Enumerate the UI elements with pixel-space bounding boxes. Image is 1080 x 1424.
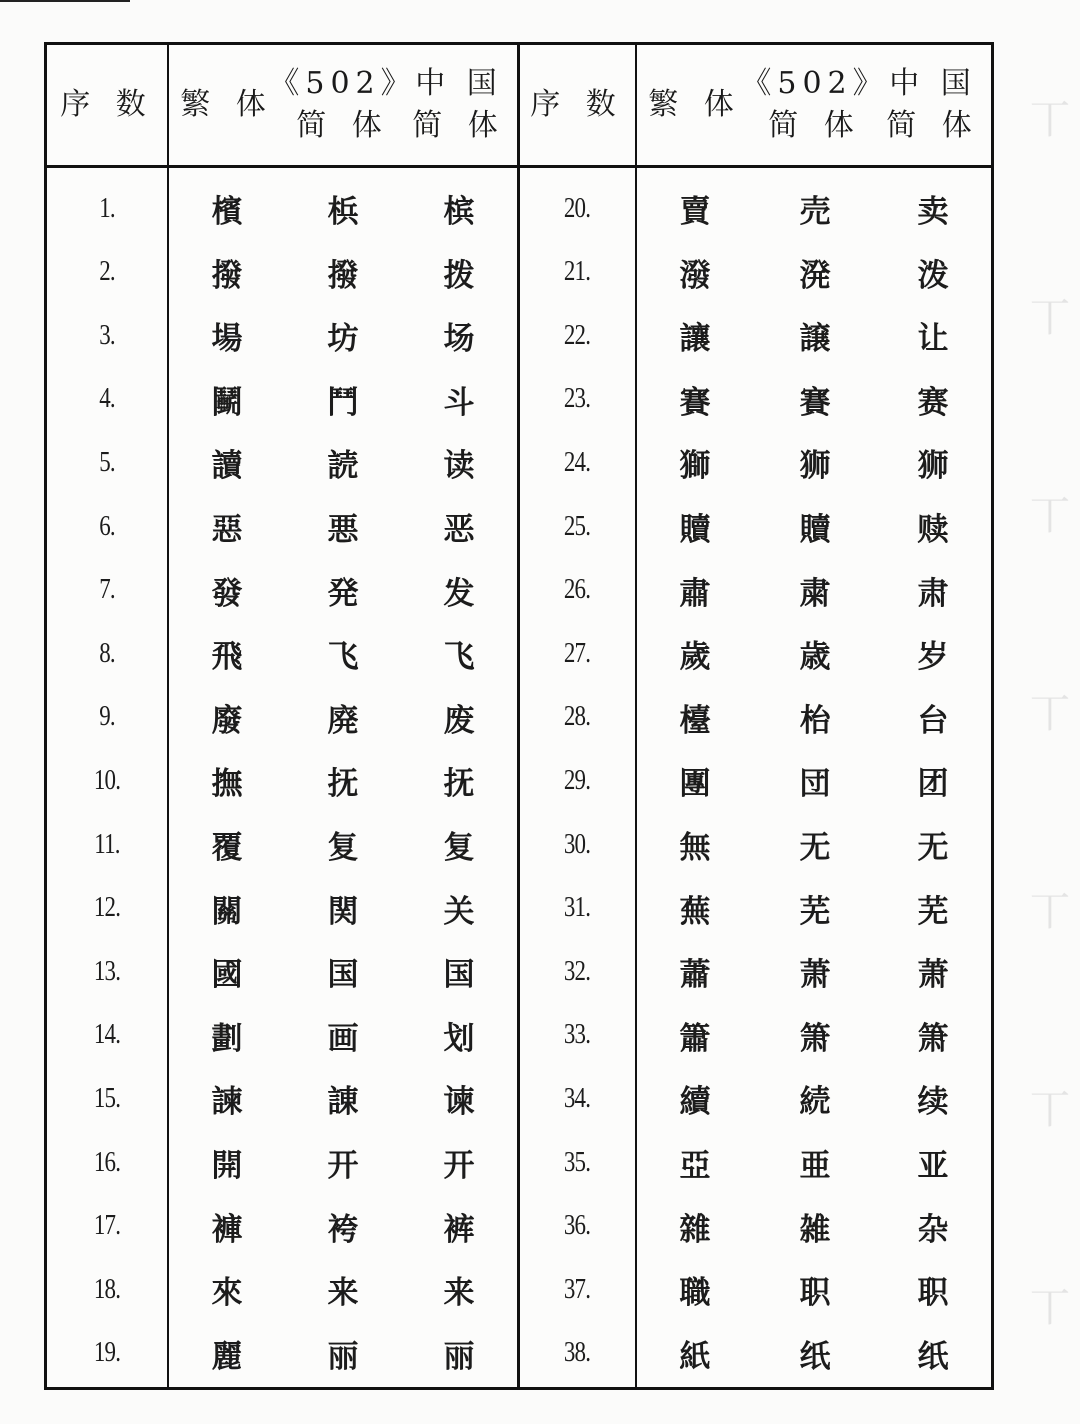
traditional-char-cell: 來 — [211, 1275, 243, 1312]
chinese-simplified-char-cell: 发 — [443, 575, 475, 612]
traditional-char-cell: 撫 — [211, 766, 243, 803]
seq-cell: 18. — [93, 1273, 121, 1305]
chinese-simplified-char-cell: 槟 — [443, 194, 475, 230]
seq-cell: 12. — [93, 892, 121, 924]
watermark-glyph: 丅 — [1030, 691, 1070, 737]
traditional-char-cell: 關 — [211, 893, 243, 930]
seq-cell: 14. — [93, 1019, 121, 1051]
chinese-simplified-char-cell: 赎 — [917, 512, 949, 548]
japanese-502-char-cell: 枱 — [799, 702, 831, 739]
table-row — [47, 622, 991, 685]
japanese-502-char-cell: 袴 — [327, 1211, 359, 1248]
traditional-char-cell: 飛 — [211, 639, 243, 676]
traditional-char-cell: 讓 — [679, 321, 711, 358]
japanese-502-char-cell: 関 — [327, 893, 359, 930]
japanese-502-char-cell: 抚 — [327, 766, 359, 803]
chinese-simplified-char-cell: 废 — [443, 702, 475, 739]
chinese-simplified-char-cell: 赛 — [917, 384, 949, 421]
chinese-simplified-char-cell: 关 — [443, 893, 475, 930]
table-row — [47, 1131, 991, 1194]
seq-cell: 21. — [563, 256, 591, 288]
table-row — [47, 940, 991, 1003]
seq-cell: 36. — [563, 1210, 591, 1242]
chinese-simplified-char-cell: 读 — [443, 448, 475, 485]
traditional-char-cell: 雜 — [679, 1211, 711, 1248]
japanese-502-char-cell: 発 — [327, 575, 359, 612]
watermark-glyph: 丅 — [1030, 889, 1070, 935]
chinese-simplified-char-cell: 丽 — [443, 1338, 475, 1375]
header-cn-left — [401, 45, 517, 165]
table-row — [47, 177, 991, 240]
japanese-502-char-cell: 歳 — [799, 639, 831, 676]
traditional-char-cell: 諫 — [211, 1084, 243, 1121]
seq-cell: 31. — [563, 892, 591, 924]
chinese-simplified-char-cell: 箫 — [917, 1020, 949, 1057]
seq-cell: 2. — [99, 256, 115, 288]
chinese-simplified-char-cell: 恶 — [443, 512, 475, 548]
header-502-line1: 《502》 — [741, 66, 889, 101]
header-cn-line2: 简 体 — [412, 108, 506, 143]
traditional-char-cell: 贖 — [679, 512, 711, 548]
japanese-502-char-cell: 撥 — [327, 257, 359, 294]
traditional-char-cell: 撥 — [211, 257, 243, 294]
seq-cell: 1. — [99, 192, 115, 224]
seq-cell: 22. — [563, 319, 591, 351]
seq-cell: 13. — [93, 955, 121, 987]
chinese-simplified-char-cell: 卖 — [917, 194, 949, 230]
japanese-502-char-cell: 画 — [327, 1020, 359, 1057]
japanese-502-char-cell: 売 — [799, 194, 831, 230]
header-502-line1: 《502》 — [269, 66, 417, 101]
chinese-simplified-char-cell: 让 — [917, 321, 949, 358]
traditional-char-cell: 發 — [211, 575, 243, 612]
seq-cell: 7. — [99, 574, 115, 606]
seq-cell: 8. — [99, 637, 115, 669]
chinese-simplified-char-cell: 台 — [917, 702, 949, 739]
watermark-glyph: 丅 — [1030, 493, 1070, 539]
header-trad-left — [169, 45, 285, 165]
japanese-502-char-cell: 鬥 — [327, 384, 359, 421]
chinese-simplified-char-cell: 岁 — [917, 639, 949, 676]
table-row — [47, 304, 991, 367]
chinese-simplified-char-cell: 国 — [443, 957, 475, 994]
chinese-simplified-char-cell: 团 — [917, 766, 949, 803]
traditional-char-cell: 劃 — [211, 1020, 243, 1057]
seq-cell: 27. — [563, 637, 591, 669]
header-502-line2: 简 体 — [768, 108, 862, 143]
chinese-simplified-char-cell: 开 — [443, 1148, 475, 1184]
japanese-502-char-cell: 狮 — [799, 448, 831, 485]
traditional-char-cell: 覆 — [211, 830, 243, 866]
table-row — [47, 1195, 991, 1258]
header-cn-line1: 中 国 — [415, 66, 503, 101]
japanese-502-char-cell: 职 — [799, 1275, 831, 1312]
table-row — [47, 559, 991, 622]
seq-cell: 29. — [563, 764, 591, 796]
japanese-502-char-cell: 萧 — [799, 957, 831, 994]
traditional-char-cell: 潑 — [679, 257, 711, 294]
header-cn-line1: 中 国 — [889, 66, 977, 101]
traditional-char-cell: 檳 — [211, 194, 243, 230]
traditional-char-cell: 蕪 — [679, 893, 711, 930]
traditional-char-cell: 蕭 — [679, 957, 711, 994]
seq-cell: 15. — [93, 1082, 121, 1114]
seq-cell: 28. — [563, 701, 591, 733]
traditional-char-cell: 獅 — [679, 448, 711, 485]
traditional-char-cell: 肅 — [679, 575, 711, 612]
table-row — [47, 749, 991, 812]
japanese-502-char-cell: 雑 — [799, 1211, 831, 1248]
table-row — [47, 686, 991, 749]
traditional-char-cell: 鬭 — [211, 384, 243, 421]
header-502-left — [269, 45, 417, 165]
japanese-502-char-cell: 譲 — [799, 321, 831, 358]
traditional-char-cell: 簫 — [679, 1020, 711, 1057]
seq-cell: 3. — [99, 319, 115, 351]
traditional-char-cell: 無 — [679, 830, 711, 866]
traditional-char-cell: 開 — [211, 1148, 243, 1184]
chinese-simplified-char-cell: 场 — [443, 321, 475, 358]
seq-cell: 17. — [93, 1210, 121, 1242]
chinese-simplified-char-cell: 杂 — [917, 1211, 949, 1248]
header-divider — [47, 165, 991, 168]
traditional-char-cell: 續 — [679, 1084, 711, 1121]
japanese-502-char-cell: 粛 — [799, 575, 831, 612]
watermark-glyph: 丅 — [1030, 1087, 1070, 1133]
table-row — [47, 368, 991, 431]
japanese-502-char-cell: 贖 — [799, 512, 831, 548]
watermark-glyph: 丅 — [1030, 1285, 1070, 1331]
table-row — [47, 1004, 991, 1067]
chinese-simplified-char-cell: 职 — [917, 1275, 949, 1312]
seq-cell: 34. — [563, 1082, 591, 1114]
japanese-502-char-cell: 飞 — [327, 639, 359, 676]
table-row — [47, 431, 991, 494]
seq-cell: 26. — [563, 574, 591, 606]
japanese-502-char-cell: 芜 — [799, 893, 831, 930]
seq-cell: 25. — [563, 510, 591, 542]
seq-cell: 24. — [563, 446, 591, 478]
traditional-char-cell: 職 — [679, 1275, 711, 1312]
header-seq-left — [47, 45, 167, 165]
japanese-502-char-cell: 悪 — [327, 512, 359, 548]
japanese-502-char-cell: 无 — [799, 830, 831, 866]
header-seq-right — [519, 45, 635, 165]
traditional-char-cell: 廢 — [211, 702, 243, 739]
header-trad-right — [637, 45, 753, 165]
chinese-simplified-char-cell: 狮 — [917, 448, 949, 485]
seq-cell: 16. — [93, 1146, 121, 1178]
chinese-simplified-char-cell: 纸 — [917, 1338, 949, 1375]
seq-cell: 23. — [563, 383, 591, 415]
header-502-right — [741, 45, 889, 165]
japanese-502-char-cell: 亜 — [799, 1148, 831, 1184]
traditional-char-cell: 麗 — [211, 1338, 243, 1375]
seq-cell: 35. — [563, 1146, 591, 1178]
header-seq-label: 序 数 — [530, 87, 624, 122]
chinese-simplified-char-cell: 裤 — [443, 1211, 475, 1248]
japanese-502-char-cell: 开 — [327, 1148, 359, 1184]
japanese-502-char-cell: 溌 — [799, 257, 831, 294]
traditional-char-cell: 團 — [679, 766, 711, 803]
traditional-char-cell: 國 — [211, 957, 243, 994]
japanese-502-char-cell: 団 — [799, 766, 831, 803]
japanese-502-char-cell: 丽 — [327, 1338, 359, 1375]
chinese-simplified-char-cell: 肃 — [917, 575, 949, 612]
chinese-simplified-char-cell: 萧 — [917, 957, 949, 994]
seq-cell: 19. — [93, 1337, 121, 1369]
japanese-502-char-cell: 箫 — [799, 1020, 831, 1057]
table-row — [47, 1322, 991, 1385]
seq-cell: 10. — [93, 764, 121, 796]
traditional-char-cell: 亞 — [679, 1148, 711, 1184]
watermark-glyph: 丅 — [1030, 295, 1070, 341]
traditional-char-cell: 場 — [211, 321, 243, 358]
traditional-char-cell: 褲 — [211, 1211, 243, 1248]
japanese-502-char-cell: 廃 — [327, 702, 359, 739]
table-row — [47, 495, 991, 558]
header-seq-label: 序 数 — [60, 87, 154, 122]
chinese-simplified-char-cell: 芜 — [917, 893, 949, 930]
chinese-simplified-char-cell: 来 — [443, 1275, 475, 1312]
seq-cell: 4. — [99, 383, 115, 415]
header-trad-label: 繁 体 — [180, 87, 274, 122]
seq-cell: 11. — [94, 828, 120, 860]
japanese-502-char-cell: 纸 — [799, 1338, 831, 1375]
chinese-simplified-char-cell: 泼 — [917, 257, 949, 294]
header-trad-label: 繁 体 — [648, 87, 742, 122]
chinese-simplified-char-cell: 谏 — [443, 1084, 475, 1121]
seq-cell: 20. — [563, 192, 591, 224]
table-row — [47, 241, 991, 304]
japanese-502-char-cell: 賽 — [799, 384, 831, 421]
seq-cell: 5. — [99, 446, 115, 478]
japanese-502-char-cell: 諌 — [327, 1084, 359, 1121]
top-edge-mark — [0, 0, 130, 2]
header-cn-line2: 简 体 — [886, 108, 980, 143]
table-row — [47, 813, 991, 876]
japanese-502-char-cell: 来 — [327, 1275, 359, 1312]
chinese-simplified-char-cell: 划 — [443, 1020, 475, 1057]
chinese-simplified-char-cell: 续 — [917, 1084, 949, 1121]
chinese-simplified-char-cell: 无 — [917, 830, 949, 866]
traditional-char-cell: 讀 — [211, 448, 243, 485]
seq-cell: 38. — [563, 1337, 591, 1369]
japanese-502-char-cell: 坊 — [327, 321, 359, 358]
traditional-char-cell: 賽 — [679, 384, 711, 421]
traditional-char-cell: 賣 — [679, 194, 711, 230]
traditional-char-cell: 檯 — [679, 702, 711, 739]
chinese-simplified-char-cell: 亚 — [917, 1148, 949, 1184]
character-comparison-table — [44, 42, 994, 1390]
seq-cell: 6. — [99, 510, 115, 542]
chinese-simplified-char-cell: 复 — [443, 830, 475, 866]
japanese-502-char-cell: 国 — [327, 957, 359, 994]
seq-cell: 30. — [563, 828, 591, 860]
japanese-502-char-cell: 复 — [327, 830, 359, 866]
chinese-simplified-char-cell: 斗 — [443, 384, 475, 421]
table-row — [47, 1067, 991, 1130]
header-502-line2: 简 体 — [296, 108, 390, 143]
table-row — [47, 1258, 991, 1321]
chinese-simplified-char-cell: 拨 — [443, 257, 475, 294]
seq-cell: 33. — [563, 1019, 591, 1051]
traditional-char-cell: 歲 — [679, 639, 711, 676]
traditional-char-cell: 惡 — [211, 512, 243, 548]
seq-cell: 9. — [99, 701, 115, 733]
japanese-502-char-cell: 梹 — [327, 194, 359, 230]
header-cn-right — [875, 45, 991, 165]
japanese-502-char-cell: 読 — [327, 448, 359, 485]
table-row — [47, 877, 991, 940]
chinese-simplified-char-cell: 抚 — [443, 766, 475, 803]
japanese-502-char-cell: 続 — [799, 1084, 831, 1121]
seq-cell: 37. — [563, 1273, 591, 1305]
seq-cell: 32. — [563, 955, 591, 987]
chinese-simplified-char-cell: 飞 — [443, 639, 475, 676]
watermark-glyph: 丅 — [1030, 97, 1070, 143]
traditional-char-cell: 紙 — [679, 1338, 711, 1375]
